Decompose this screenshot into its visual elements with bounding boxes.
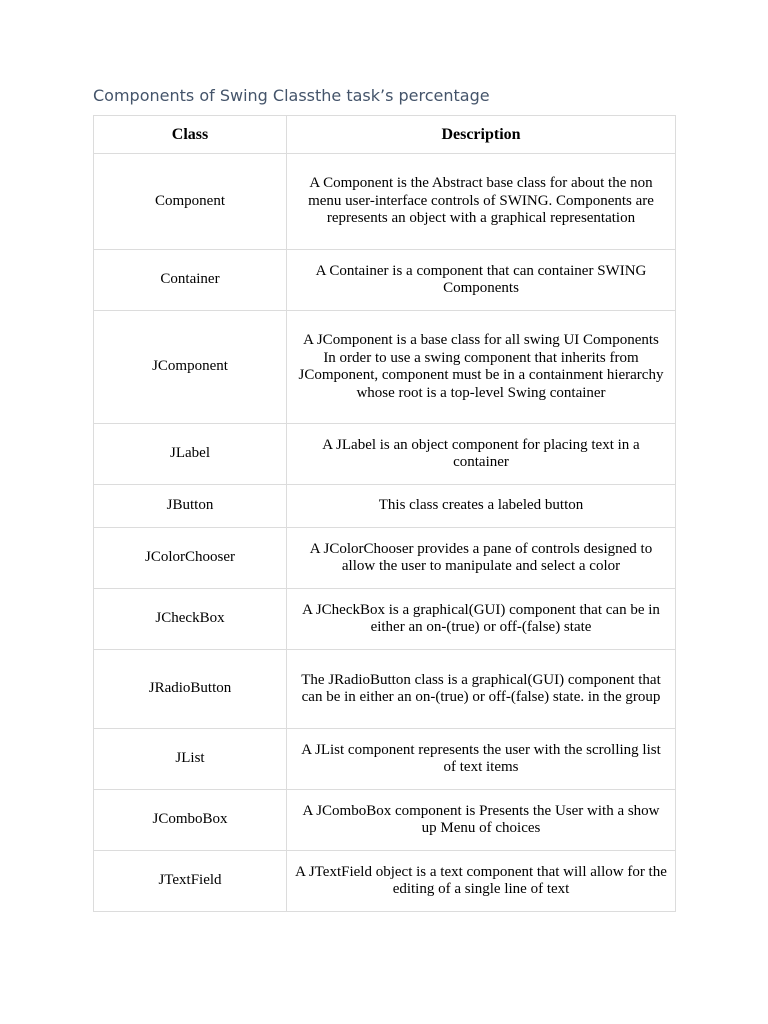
cell-class: Component bbox=[94, 154, 287, 250]
table-row bbox=[94, 650, 676, 729]
cell-class: JList bbox=[94, 729, 287, 790]
cell-class: JCheckBox bbox=[94, 589, 287, 650]
cell-description: A JComboBox component is Presents the User with a show up Menu of choices bbox=[287, 790, 676, 851]
table-row bbox=[94, 250, 676, 311]
cell-class: JRadioButton bbox=[94, 650, 287, 729]
table-row bbox=[94, 790, 676, 851]
cell-class: JButton bbox=[94, 485, 287, 528]
cell-description: A JColorChooser provides a pane of controls designed to allow the user to manipulate and select a color bbox=[287, 528, 676, 589]
table-row bbox=[94, 154, 676, 250]
table-row bbox=[94, 589, 676, 650]
cell-description: A JComponent is a base class for all swing UI Components In order to use a swing component that inherits from JComponent, component must be in a containment hierarchy whose root is a top-level Swing container bbox=[287, 311, 676, 424]
table-row bbox=[94, 729, 676, 790]
cell-description: A JList component represents the user with the scrolling list of text items bbox=[287, 729, 676, 790]
cell-class: JComponent bbox=[94, 311, 287, 424]
header-description: Description bbox=[287, 116, 676, 154]
header-class: Class bbox=[94, 116, 287, 154]
cell-description: This class creates a labeled button bbox=[287, 485, 676, 528]
cell-description: A Container is a component that can container SWING Components bbox=[287, 250, 676, 311]
cell-description: A JCheckBox is a graphical(GUI) component that can be in either an on-(true) or off-(false) state bbox=[287, 589, 676, 650]
table-caption: Components of Swing Classthe task’s percentage bbox=[93, 86, 490, 105]
table-row bbox=[94, 485, 676, 528]
cell-description: A JTextField object is a text component that will allow for the editing of a single line of text bbox=[287, 851, 676, 912]
cell-description: The JRadioButton class is a graphical(GUI) component that can be in either an on-(true) or off-(false) state. in the group bbox=[287, 650, 676, 729]
cell-class: JTextField bbox=[94, 851, 287, 912]
table-header-row bbox=[94, 116, 676, 154]
cell-class: JColorChooser bbox=[94, 528, 287, 589]
table-row bbox=[94, 311, 676, 424]
cell-description: A JLabel is an object component for placing text in a container bbox=[287, 424, 676, 485]
cell-class: JLabel bbox=[94, 424, 287, 485]
table-row bbox=[94, 851, 676, 912]
cell-class: Container bbox=[94, 250, 287, 311]
cell-description: A Component is the Abstract base class for about the non menu user-interface controls of SWING. Components are represents an object with a graphical representation bbox=[287, 154, 676, 250]
cell-class: JComboBox bbox=[94, 790, 287, 851]
table-row bbox=[94, 424, 676, 485]
swing-components-table bbox=[93, 115, 676, 912]
table-row bbox=[94, 528, 676, 589]
